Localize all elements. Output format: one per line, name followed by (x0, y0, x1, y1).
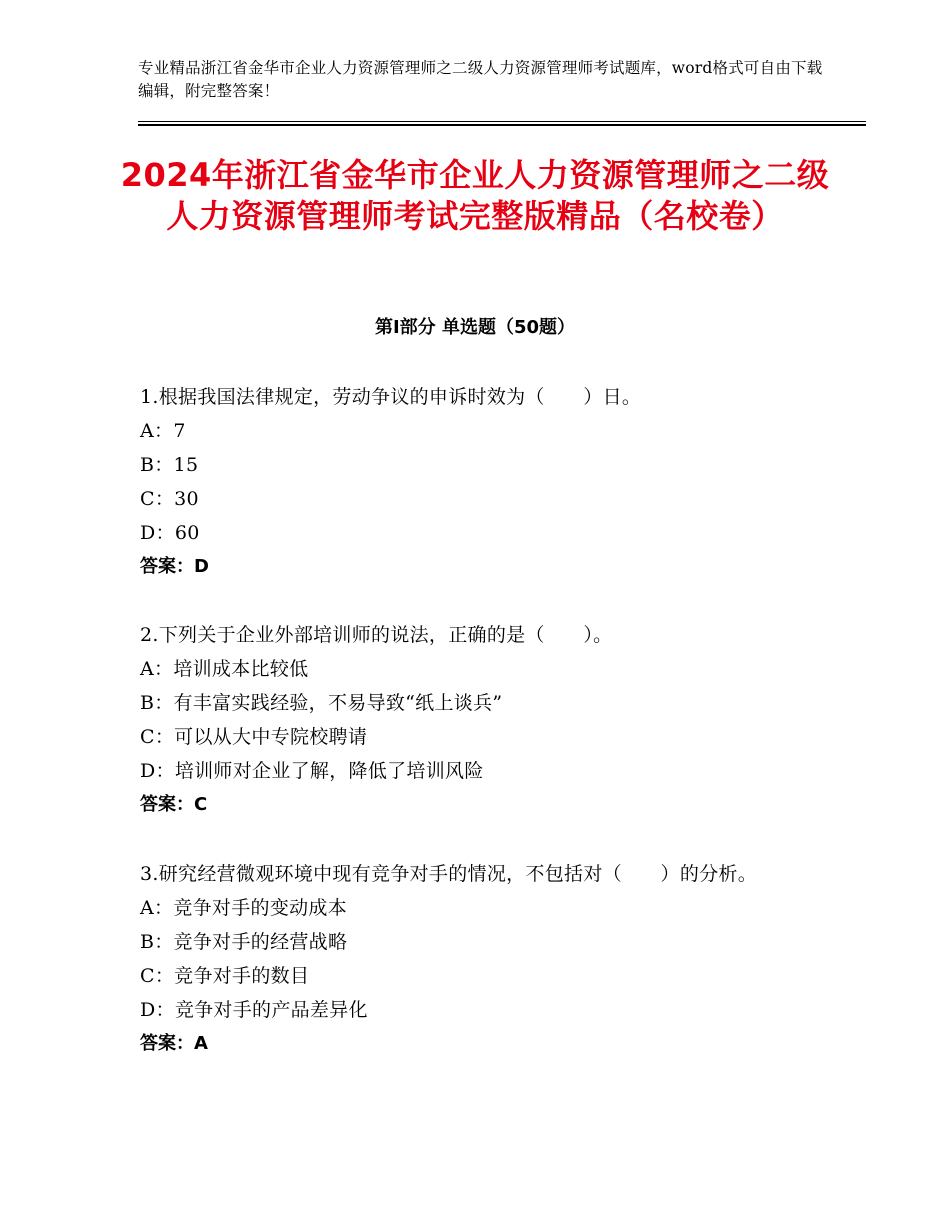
option-d: D：竞争对手的产品差异化 (140, 999, 368, 1021)
header-rule-thin (138, 121, 866, 122)
option-a: A：培训成本比较低 (140, 658, 309, 680)
header-note: 专业精品浙江省金华市企业人力资源管理师之二级人力资源管理师考试题库，word格式可自由下载编辑，附完整答案！ (138, 59, 823, 100)
answer-line: 答案：A (140, 1033, 208, 1054)
section-heading: 第Ⅰ部分 单选题（50题） (374, 317, 575, 338)
answer-line: 答案：D (140, 556, 209, 577)
option-a: A：7 (140, 420, 186, 442)
option-d: D：培训师对企业了解，降低了培训风险 (140, 760, 484, 782)
option-c: C：30 (140, 488, 199, 510)
option-b: B：竞争对手的经营战略 (140, 931, 348, 953)
document-title: 2024年浙江省金华市企业人力资源管理师之二级人力资源管理师考试完整版精品（名校卷） (120, 156, 830, 235)
header-rule-thick (138, 124, 866, 126)
option-b: B：有丰富实践经验，不易导致“纸上谈兵” (140, 692, 503, 714)
option-b: B：15 (140, 454, 199, 476)
option-a: A：竞争对手的变动成本 (140, 897, 348, 919)
question-3 (140, 857, 800, 1061)
question-stem: 3.研究经营微观环境中现有竞争对手的情况，不包括对（ ）的分析。 (140, 863, 758, 885)
question-stem: 2.下列关于企业外部培训师的说法，正确的是（ ）。 (140, 624, 613, 646)
answer-line: 答案：C (140, 794, 208, 815)
option-d: D：60 (140, 522, 200, 544)
question-stem: 1.根据我国法律规定，劳动争议的申诉时效为（ ）日。 (140, 386, 642, 408)
option-c: C：竞争对手的数目 (140, 965, 310, 987)
option-c: C：可以从大中专院校聘请 (140, 726, 368, 748)
question-2 (140, 618, 820, 822)
question-1 (140, 380, 820, 584)
